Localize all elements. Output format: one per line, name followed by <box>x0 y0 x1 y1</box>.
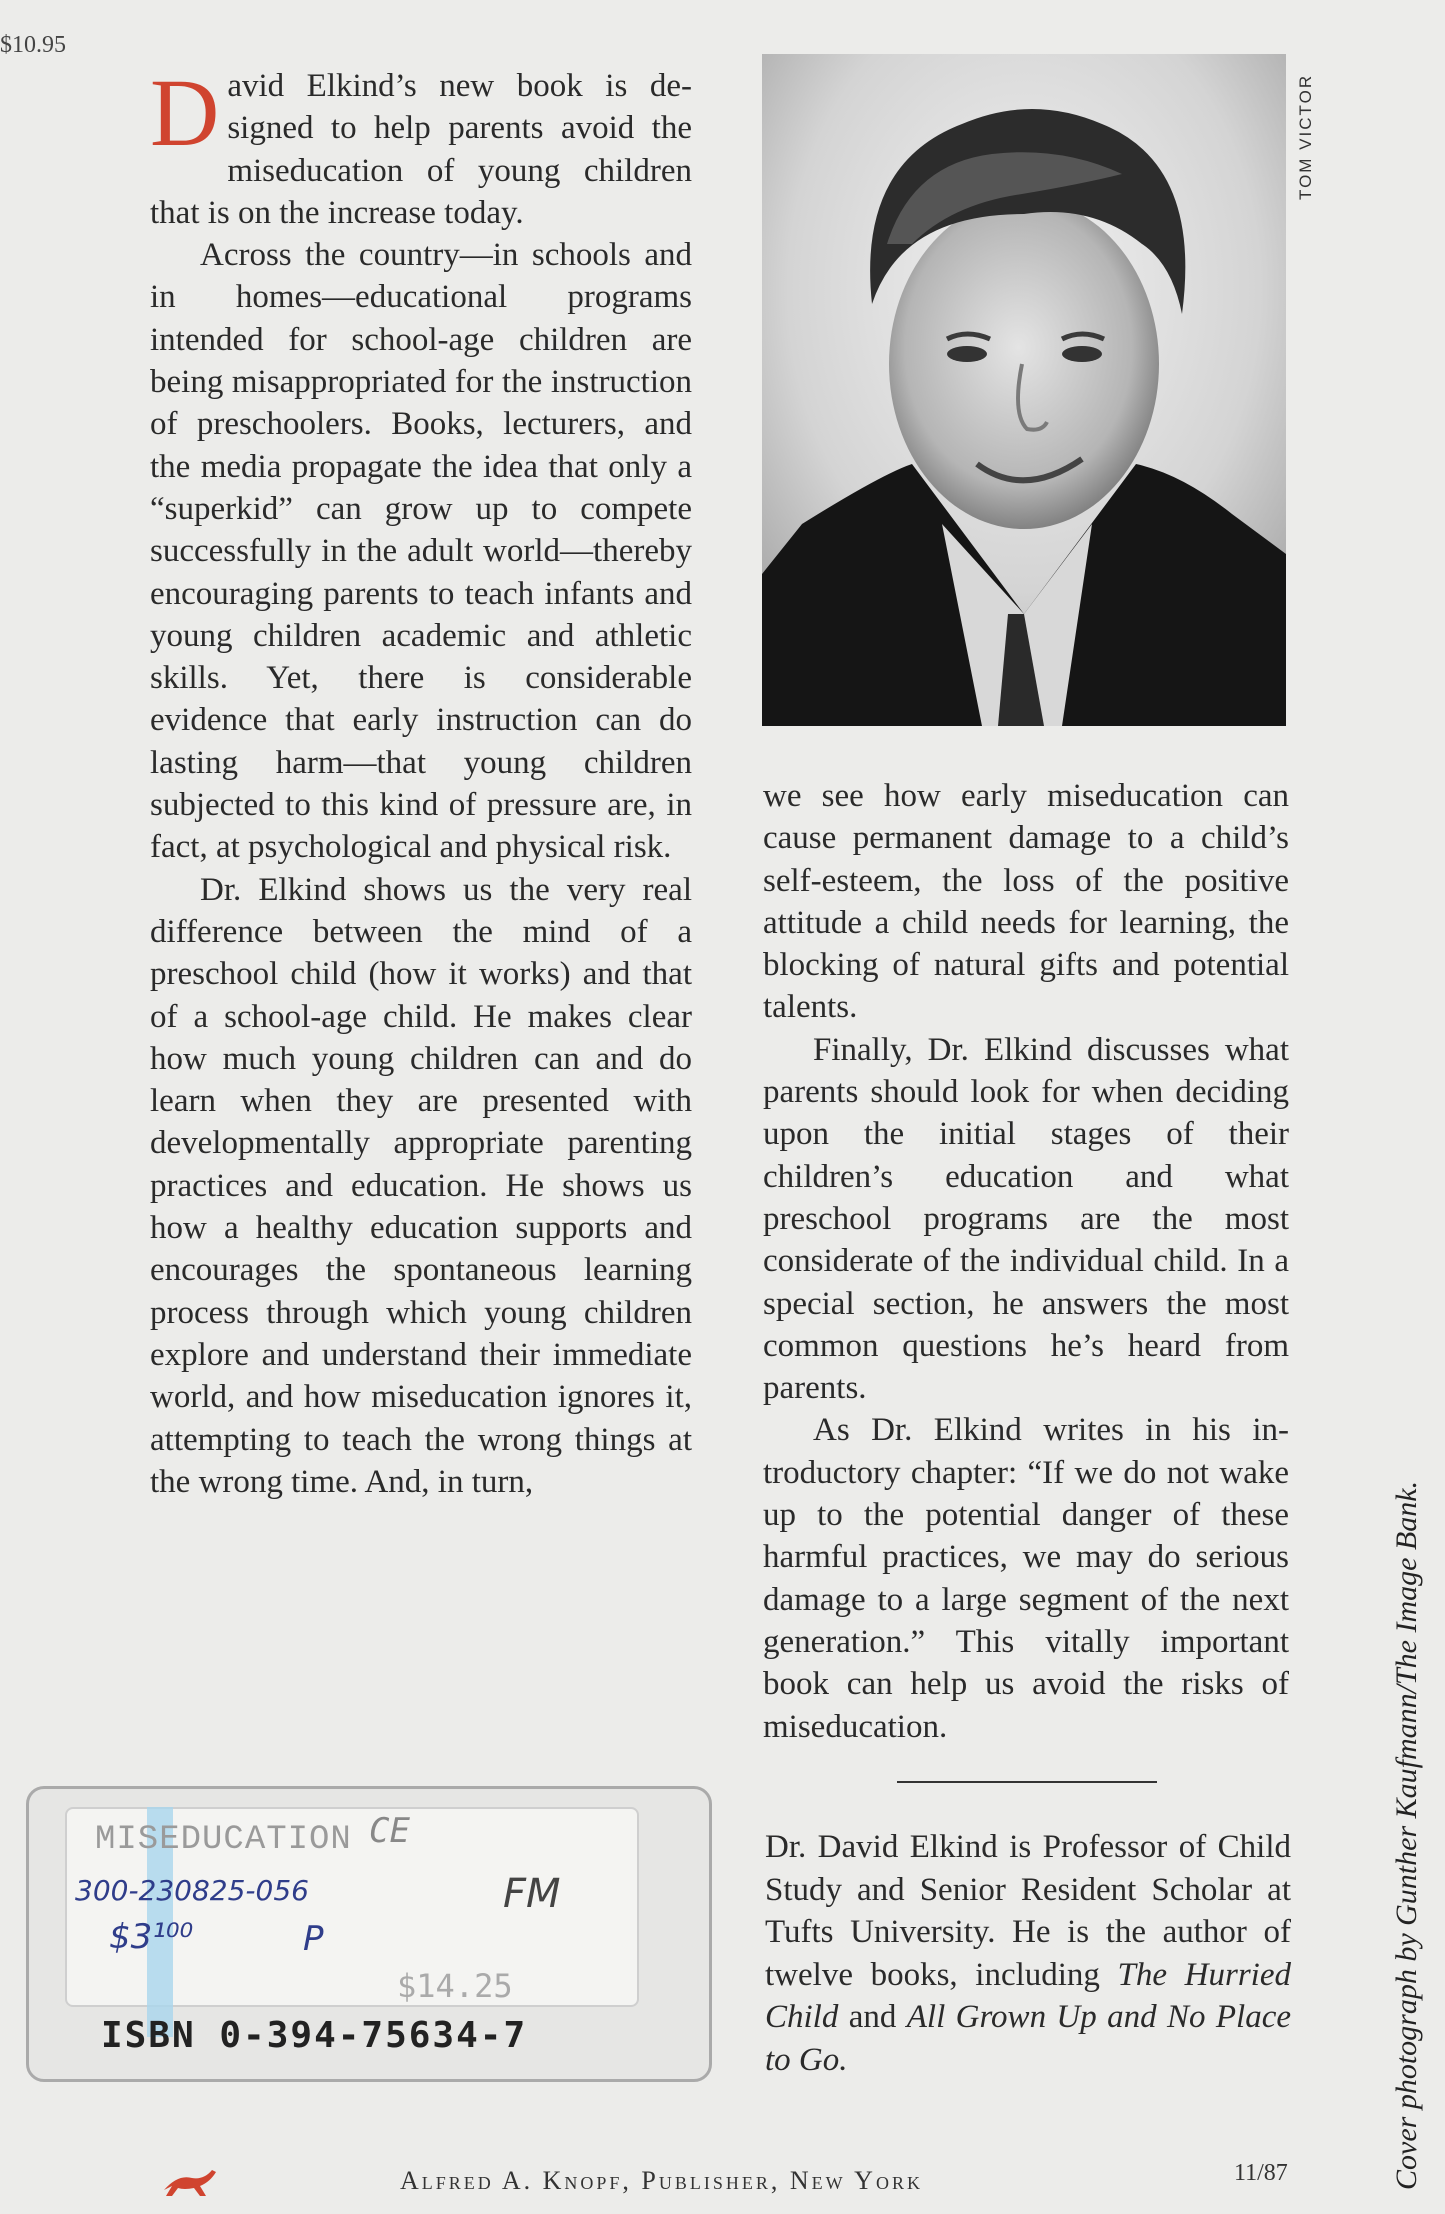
sticker-printed-price: $14.25 <box>397 1967 513 2005</box>
borzoi-logo-icon <box>160 2160 220 2205</box>
paragraph-3: Dr. Elkind shows us the very real difference between the mind of a preschool child (how it works) and that of a school-age child. He makes clear how much young children can and do learn when they are presented with developmentally appropriate parenting practices and education. He shows us how a healthy education supports and encourages the spontaneous learning process through which young children explore and understand their immediate world, and how miseducation ignores it, attempting to teach the wrong things at the wrong time. And, in turn, <box>150 871 692 1500</box>
author-bio <box>765 1826 1291 2081</box>
drop-cap: D <box>150 59 220 166</box>
paragraph-1-text: avid Elkind’s new book is designed to help parents avoid the miseducation of young children that is on the increase today. <box>150 68 692 231</box>
sticker-handwritten-p: P <box>303 1919 324 1959</box>
sticker-handwritten-number: 300-230825-056 <box>75 1874 309 1907</box>
book-title-all-grown-up: All Grown Up and No Place to Go. <box>765 1999 1291 2078</box>
sticker-code: CE <box>369 1811 410 1851</box>
author-photo <box>762 54 1286 726</box>
section-divider <box>897 1781 1157 1783</box>
photo-credit: TOM VICTOR <box>1296 73 1315 200</box>
publisher-line: Alfred A. Knopf, Publisher, New York <box>400 2166 923 2195</box>
description-right-column <box>763 775 1289 1748</box>
paragraph-5: Finally, Dr. Elkind discusses what parents should look for when deciding upon the initial stages of their children’s education and what preschool programs are the most considerate of the individual child. In a special section, he answers the most common questions he’s heard from parents. <box>763 1031 1289 1407</box>
author-portrait-image <box>762 54 1286 726</box>
cover-photo-credit: Cover photograph by Gunther Kaufmann/The Image Bank. <box>1390 1480 1423 2190</box>
paragraph-1 <box>150 59 692 234</box>
price-tag: $10.95 <box>0 32 66 58</box>
paragraph-6: As Dr. Elkind writes in his introductory chapter: “If we do not wake up to the potential danger of these harmful practices, we may do serious damage to a large segment of the next generation.” This vitally important book can help us avoid the risks of miseducation. <box>763 1412 1289 1745</box>
book-title-hurried-child: The Hurried Child <box>765 1956 1291 2035</box>
bio-connector: and <box>838 1999 907 2035</box>
bio-text: Dr. David Elkind is Professor of Child Study and Senior Resident Scholar at Tufts University. He is the author of twelve books, including <box>765 1829 1291 1993</box>
isbn: ISBN 0-394-75634-7 <box>101 2015 528 2056</box>
sticker-handwritten-price: $3¹⁰⁰ <box>109 1917 194 1957</box>
paragraph-4: we see how early miseducation can cause permanent damage to a child’s self-esteem, the loss of the positive attitude a child needs for learning, the blocking of natural gifts and potential talents. <box>763 778 1289 1026</box>
sticker-handwritten-fm: FM <box>503 1871 561 1917</box>
date-code: 11/87 <box>1234 2160 1288 2186</box>
price-sticker <box>26 1786 712 2082</box>
description-left-column <box>150 59 692 1503</box>
paragraph-2: Across the country—in schools and in homes—educational programs intended for school-age children are being misappropriated for the instruction of preschoolers. Books, lecturers, and the media propagate the idea that only a “superkid” can grow up to compete successfully in the adult world—thereby encouraging parents to teach infants and young children academic and athletic skills. Yet, there is considerable evidence that early instruction can do lasting harm—that young children subjected to this kind of pressure are, in fact, at psychological and physical risk. <box>150 237 692 866</box>
sticker-title: MISEDUCATION <box>95 1821 352 1859</box>
